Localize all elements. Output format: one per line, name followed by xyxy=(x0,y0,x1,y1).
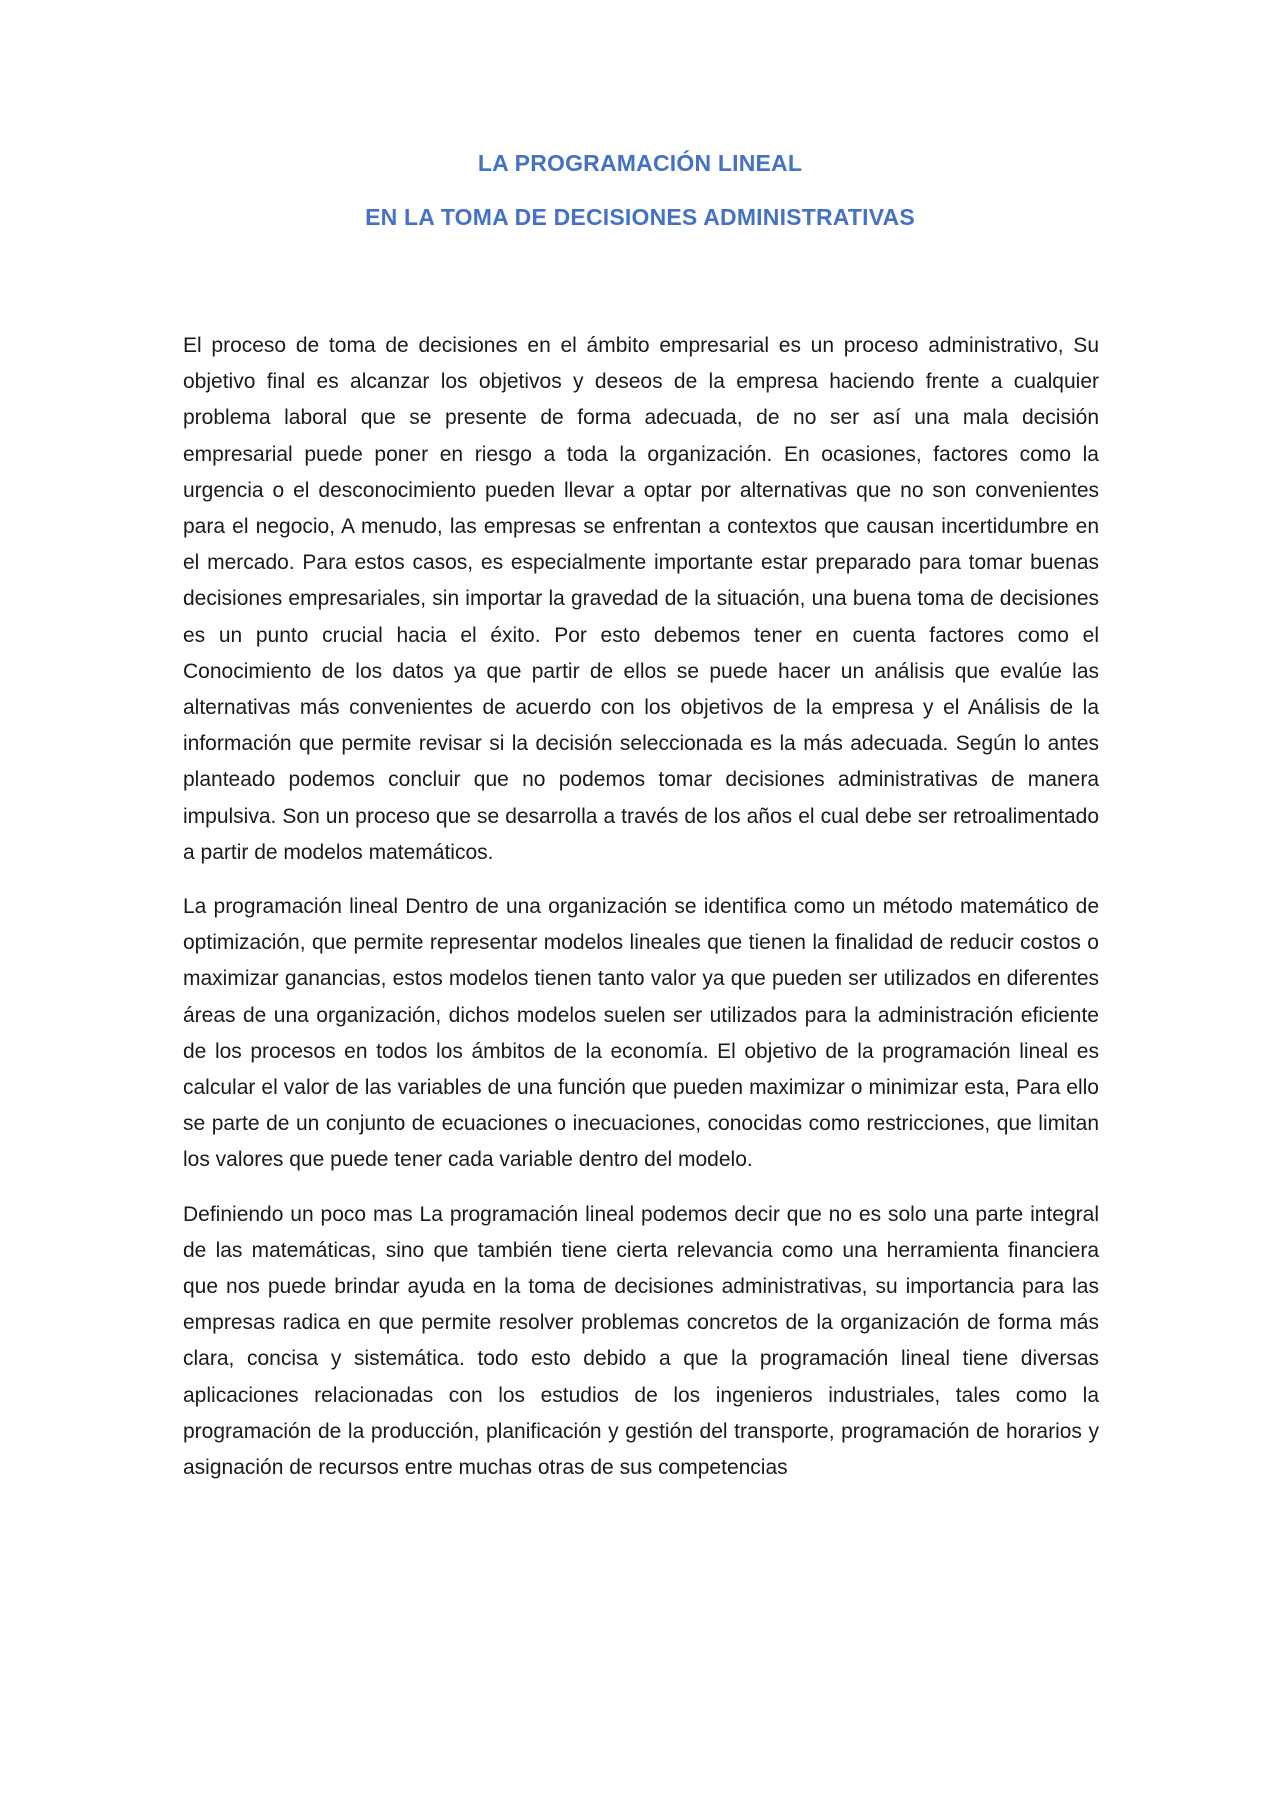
title-line-2: EN LA TOMA DE DECISIONES ADMINISTRATIVAS xyxy=(365,204,915,230)
document-body xyxy=(183,328,1099,1504)
title-line-1: LA PROGRAMACIÓN LINEAL xyxy=(477,150,803,176)
paragraph-1: El proceso de toma de decisiones en el ámbito empresarial es un proceso administrativo, Su objetivo final es alcanzar los objetivos y deseos de la empresa haciendo frente a cualquier problema laboral que se presente de forma adecuada, de no ser así una mala decisión empresarial puede poner en riesgo a toda la organización. En ocasiones, factores como la urgencia o el desconocimiento pueden llevar a optar por alternativas que no son convenientes para el negocio, A menudo, las empresas se enfrentan a contextos que causan incertidumbre en el mercado. Para estos casos, es especialmente importante estar preparado para tomar buenas decisiones empresariales, sin importar la gravedad de la situación, una buena toma de decisiones es un punto crucial hacia el éxito. Por esto debemos tener en cuenta factores como el Conocimiento de los datos ya que partir de ellos se puede hacer un análisis que evalúe las alternativas más convenientes de acuerdo con los objetivos de la empresa y el Análisis de la información que permite revisar si la decisión seleccionada es la más adecuada. Según lo antes planteado podemos concluir que no podemos tomar decisiones administrativas de manera impulsiva. Son un proceso que se desarrolla a través de los años el cual debe ser retroalimentado a partir de modelos matemáticos. xyxy=(183,334,1099,864)
paragraph-3: Definiendo un poco mas La programación lineal podemos decir que no es solo una parte integral de las matemáticas, sino que también tiene cierta relevancia como una herramienta financiera que nos puede brindar ayuda en la toma de decisiones administrativas, su importancia para las empresas radica en que permite resolver problemas concretos de la organización de forma más clara, concisa y sistemática. todo esto debido a que la programación lineal tiene diversas aplicaciones relacionadas con los estudios de los ingenieros industriales, tales como la programación de la producción, planificación y gestión del transporte, programación de horarios y asignación de recursos entre muchas otras de sus competencias xyxy=(183,1202,1099,1480)
paragraph-2: La programación lineal Dentro de una organización se identifica como un método matemático de optimización, que permite representar modelos lineales que tienen la finalidad de reducir costos o maximizar ganancias, estos modelos tienen tanto valor ya que pueden ser utilizados en diferentes áreas de una organización, dichos modelos suelen ser utilizados para la administración eficiente de los procesos en todos los ámbitos de la economía. El objetivo de la programación lineal es calcular el valor de las variables de una función que pueden maximizar o minimizar esta, Para ello se parte de un conjunto de ecuaciones o inecuaciones, conocidas como restricciones, que limitan los valores que puede tener cada variable dentro del modelo. xyxy=(183,895,1099,1172)
document-title xyxy=(0,150,1280,230)
